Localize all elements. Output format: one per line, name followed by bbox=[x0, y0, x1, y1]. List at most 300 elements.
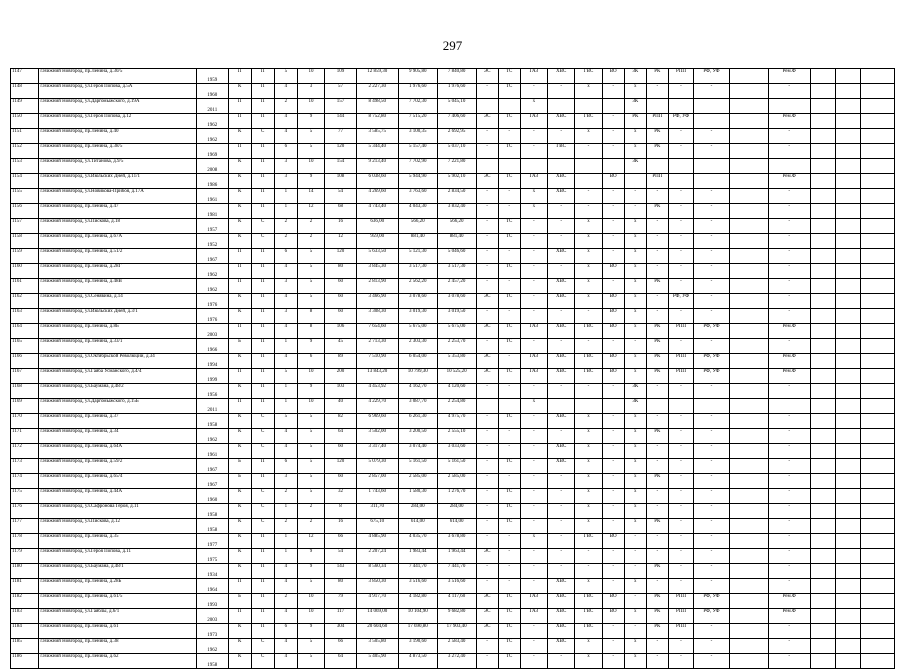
private-area-cell: 3 078,60 bbox=[437, 294, 476, 309]
electricity-cell: - bbox=[476, 189, 498, 204]
roof-repair-cell: РК bbox=[646, 474, 668, 489]
mark-zk-cell: РК bbox=[624, 114, 646, 129]
repair-fund-cell: Рем.Ф bbox=[768, 114, 810, 129]
cold-water-cell: - bbox=[548, 504, 575, 519]
extra-cell-1 bbox=[729, 249, 768, 264]
apartments-cell: 60 bbox=[325, 309, 357, 324]
floors-cell: 3 bbox=[274, 279, 297, 294]
extra-cell-3 bbox=[810, 549, 835, 564]
private-area-cell: 5 045,10 bbox=[437, 99, 476, 114]
roof-type-cell: П bbox=[251, 144, 274, 159]
floors-cell: 4 bbox=[274, 114, 297, 129]
hot-water-cell: ГВС bbox=[575, 534, 602, 549]
total-area-cell: 3 845,30 bbox=[356, 264, 398, 279]
facade-repair-cell: - bbox=[694, 204, 730, 219]
roof-type-cell: П bbox=[251, 384, 274, 399]
extra-cell-1 bbox=[729, 384, 768, 399]
year-built-cell: 1967 bbox=[197, 474, 229, 489]
floors-cell: 2 bbox=[274, 99, 297, 114]
extra-cell-3 bbox=[810, 519, 835, 534]
extra-cell-5 bbox=[861, 594, 895, 609]
sewage-cell: ВО bbox=[602, 264, 624, 279]
year-built-cell: 1976 bbox=[197, 294, 229, 309]
electricity-cell: ЭС bbox=[476, 609, 498, 624]
private-area-cell: 614,00 bbox=[437, 519, 476, 534]
floors-cell: 2 bbox=[274, 489, 297, 504]
basement-repair-cell: РПП bbox=[668, 609, 693, 624]
cold-water-cell: ХВС bbox=[548, 624, 575, 639]
heating-cell: ТС bbox=[498, 69, 520, 84]
electricity-cell: - bbox=[476, 144, 498, 159]
apartments-cell: 54 bbox=[325, 549, 357, 564]
cold-water-cell: ХВС bbox=[548, 174, 575, 189]
mark-zk-cell: х bbox=[624, 654, 646, 669]
repair-fund-cell: - bbox=[768, 474, 810, 489]
extra-cell-3 bbox=[810, 624, 835, 639]
sewage-cell bbox=[602, 399, 624, 414]
roof-repair-cell: РПП bbox=[646, 174, 668, 189]
gas-cell: ГАЗ bbox=[520, 114, 547, 129]
residential-area-cell: 2 585,00 bbox=[398, 474, 437, 489]
apartments-cell: 60 bbox=[325, 279, 357, 294]
extra-cell-3 bbox=[810, 429, 835, 444]
entrances-cell: 10 bbox=[297, 609, 324, 624]
heating-cell: - bbox=[498, 354, 520, 369]
facade-repair-cell: - bbox=[694, 519, 730, 534]
extra-cell-5 bbox=[861, 384, 895, 399]
table-row bbox=[11, 489, 895, 504]
repair-fund-cell: - bbox=[768, 384, 810, 399]
year-built-cell: 1975 bbox=[197, 549, 229, 564]
extra-cell-5 bbox=[861, 189, 895, 204]
apartments-cell: 143 bbox=[325, 564, 357, 579]
gas-cell: - bbox=[520, 129, 547, 144]
extra-cell-5 bbox=[861, 294, 895, 309]
extra-cell-1 bbox=[729, 474, 768, 489]
private-area-cell: 5 161,50 bbox=[437, 459, 476, 474]
entrances-cell: 5 bbox=[297, 414, 324, 429]
extra-cell-4 bbox=[835, 369, 860, 384]
gas-cell: х bbox=[520, 99, 547, 114]
electricity-cell: - bbox=[476, 309, 498, 324]
entrances-cell: 10 bbox=[297, 369, 324, 384]
apartments-cell: 12 bbox=[325, 234, 357, 249]
wall-material-cell: К bbox=[228, 84, 251, 99]
total-area-cell: 8 752,80 bbox=[356, 114, 398, 129]
basement-repair-cell: - bbox=[668, 519, 693, 534]
hot-water-cell bbox=[575, 99, 602, 114]
row-number-cell: 1169 bbox=[11, 399, 39, 414]
extra-cell-5 bbox=[861, 564, 895, 579]
roof-type-cell: П bbox=[251, 264, 274, 279]
sewage-cell: - bbox=[602, 219, 624, 234]
extra-cell-1 bbox=[729, 339, 768, 354]
floors-cell: 2 bbox=[274, 594, 297, 609]
hot-water-cell: - bbox=[575, 189, 602, 204]
heating-cell: ТС bbox=[498, 459, 520, 474]
repair-fund-cell: - bbox=[768, 504, 810, 519]
apartments-cell: 57 bbox=[325, 84, 357, 99]
mark-zk-cell: - bbox=[624, 624, 646, 639]
sewage-cell: - bbox=[602, 414, 624, 429]
private-area-cell: 3 517,30 bbox=[437, 264, 476, 279]
roof-type-cell: П bbox=[251, 474, 274, 489]
extra-cell-1 bbox=[729, 354, 768, 369]
apartments-cell: 154 bbox=[325, 159, 357, 174]
address-cell: г.Нижний Новгород, ул.Героя Попова, д.5А bbox=[39, 84, 197, 99]
year-built-cell: 1986 bbox=[197, 174, 229, 189]
residential-area-cell: 3 074,40 bbox=[398, 444, 437, 459]
wall-material-cell: К bbox=[228, 234, 251, 249]
roof-repair-cell bbox=[646, 399, 668, 414]
address-cell: г.Нижний Новгород, ул.Октябрьской Революции, д.34 bbox=[39, 354, 197, 369]
basement-repair-cell: РПП bbox=[668, 369, 693, 384]
address-cell: г.Нижний Новгород, ул.Даргомыжского, д.15Б bbox=[39, 399, 197, 414]
extra-cell-3 bbox=[810, 189, 835, 204]
gas-cell: - bbox=[520, 144, 547, 159]
entrances-cell: 5 bbox=[297, 444, 324, 459]
residential-area-cell: 5 944,90 bbox=[398, 174, 437, 189]
total-area-cell: 1 743,60 bbox=[356, 489, 398, 504]
apartments-cell: 120 bbox=[325, 144, 357, 159]
year-built-cell: 1994 bbox=[197, 354, 229, 369]
year-built-cell: 1967 bbox=[197, 459, 229, 474]
cold-water-cell: ХВС bbox=[548, 279, 575, 294]
row-number-cell: 1172 bbox=[11, 444, 39, 459]
facade-repair-cell bbox=[694, 99, 730, 114]
cold-water-cell: - bbox=[548, 384, 575, 399]
table-row bbox=[11, 609, 895, 624]
row-number-cell: 1164 bbox=[11, 324, 39, 339]
roof-repair-cell: РК bbox=[646, 339, 668, 354]
wall-material-cell: К bbox=[228, 204, 251, 219]
table-row bbox=[11, 84, 895, 99]
gas-cell: ГАЗ bbox=[520, 324, 547, 339]
electricity-cell: - bbox=[476, 654, 498, 669]
sewage-cell: - bbox=[602, 549, 624, 564]
sewage-cell: - bbox=[602, 474, 624, 489]
private-area-cell: 17 903,40 bbox=[437, 624, 476, 639]
entrances-cell: 5 bbox=[297, 579, 324, 594]
roof-type-cell: С bbox=[251, 414, 274, 429]
extra-cell-1 bbox=[729, 399, 768, 414]
repair-fund-cell: - bbox=[768, 84, 810, 99]
residential-area-cell: 3 517,30 bbox=[398, 264, 437, 279]
heating-cell: ТС bbox=[498, 594, 520, 609]
basement-repair-cell: РПП bbox=[668, 624, 693, 639]
extra-cell-3 bbox=[810, 129, 835, 144]
table-row bbox=[11, 579, 895, 594]
facade-repair-cell: - bbox=[694, 219, 730, 234]
basement-repair-cell: - bbox=[668, 129, 693, 144]
apartments-cell: 120 bbox=[325, 249, 357, 264]
entrances-cell: 2 bbox=[297, 219, 324, 234]
electricity-cell: - bbox=[476, 129, 498, 144]
table-row bbox=[11, 429, 895, 444]
address-cell: г.Нижний Новгород, ул.Гаяба Усманского, д.4/4 bbox=[39, 369, 197, 384]
roof-type-cell: П bbox=[251, 69, 274, 84]
roof-type-cell: П bbox=[251, 399, 274, 414]
residential-area-cell: 3 763,60 bbox=[398, 189, 437, 204]
roof-repair-cell: - bbox=[646, 264, 668, 279]
roof-repair-cell: - bbox=[646, 504, 668, 519]
hot-water-cell: ГВС bbox=[575, 324, 602, 339]
roof-type-cell: С bbox=[251, 654, 274, 669]
entrances-cell: 3 bbox=[297, 84, 324, 99]
residential-area-cell: 3 190,60 bbox=[398, 639, 437, 654]
entrances-cell: 9 bbox=[297, 624, 324, 639]
residential-area-cell: 881,40 bbox=[398, 234, 437, 249]
gas-cell: ГАЗ bbox=[520, 354, 547, 369]
electricity-cell: - bbox=[476, 444, 498, 459]
row-number-cell: 1183 bbox=[11, 609, 39, 624]
private-area-cell: 284,00 bbox=[437, 504, 476, 519]
extra-cell-4 bbox=[835, 174, 860, 189]
private-area-cell: 1 963,44 bbox=[437, 549, 476, 564]
hot-water-cell: х bbox=[575, 459, 602, 474]
mark-zk-cell: - bbox=[624, 564, 646, 579]
roof-type-cell: С bbox=[251, 504, 274, 519]
residential-area-cell: 7 441,70 bbox=[398, 564, 437, 579]
address-cell: г.Нижний Новгород, ул.Новикова-Прибоя, д.17А bbox=[39, 189, 197, 204]
apartments-cell: 157 bbox=[325, 99, 357, 114]
wall-material-cell: П bbox=[228, 264, 251, 279]
extra-cell-5 bbox=[861, 174, 895, 189]
total-area-cell: 675,10 bbox=[356, 519, 398, 534]
total-area-cell: 636,00 bbox=[356, 219, 398, 234]
repair-fund-cell: Рем.Ф bbox=[768, 354, 810, 369]
basement-repair-cell: - bbox=[668, 459, 693, 474]
gas-cell: - bbox=[520, 414, 547, 429]
private-area-cell: 2 692,95 bbox=[437, 129, 476, 144]
basement-repair-cell: - bbox=[668, 234, 693, 249]
basement-repair-cell bbox=[668, 99, 693, 114]
extra-cell-5 bbox=[861, 219, 895, 234]
roof-repair-cell: - bbox=[646, 534, 668, 549]
roof-type-cell: П bbox=[251, 564, 274, 579]
extra-cell-5 bbox=[861, 309, 895, 324]
address-cell: г.Нижний Новгород, пр.Ленина, д.59/2 bbox=[39, 459, 197, 474]
electricity-cell: - bbox=[476, 474, 498, 489]
electricity-cell: ЭС bbox=[476, 549, 498, 564]
wall-material-cell: К bbox=[228, 309, 251, 324]
entrances-cell: 5 bbox=[297, 459, 324, 474]
heating-cell: - bbox=[498, 429, 520, 444]
electricity-cell: ЭС bbox=[476, 594, 498, 609]
roof-type-cell: П bbox=[251, 249, 274, 264]
gas-cell: х bbox=[520, 399, 547, 414]
table-row bbox=[11, 564, 895, 579]
facade-repair-cell: - bbox=[694, 474, 730, 489]
row-number-cell: 1147 bbox=[11, 69, 39, 84]
row-number-cell: 1166 bbox=[11, 354, 39, 369]
roof-type-cell: С bbox=[251, 429, 274, 444]
electricity-cell: - bbox=[476, 339, 498, 354]
electricity-cell: ЭС bbox=[476, 69, 498, 84]
facade-repair-cell: - bbox=[694, 459, 730, 474]
floors-cell: 1 bbox=[274, 189, 297, 204]
heating-cell: ТС bbox=[498, 114, 520, 129]
extra-cell-1 bbox=[729, 294, 768, 309]
repair-fund-cell: Рем.Ф bbox=[768, 324, 810, 339]
address-cell: г.Нижний Новгород, ул.Героя Попова, д.12 bbox=[39, 114, 197, 129]
extra-cell-1 bbox=[729, 414, 768, 429]
sewage-cell: ВО bbox=[602, 69, 624, 84]
year-built-cell: 1981 bbox=[197, 204, 229, 219]
basement-repair-cell: - bbox=[668, 444, 693, 459]
mark-zk-cell: х bbox=[624, 504, 646, 519]
residential-area-cell: 3 516,60 bbox=[398, 579, 437, 594]
entrances-cell: 9 bbox=[297, 549, 324, 564]
hot-water-cell: - bbox=[575, 564, 602, 579]
hot-water-cell: ГВС bbox=[575, 624, 602, 639]
residential-area-cell: 6 054,00 bbox=[398, 354, 437, 369]
gas-cell: х bbox=[520, 189, 547, 204]
total-area-cell: 2 857,00 bbox=[356, 474, 398, 489]
total-area-cell: 9 213,40 bbox=[356, 159, 398, 174]
extra-cell-5 bbox=[861, 549, 895, 564]
extra-cell-5 bbox=[861, 354, 895, 369]
residential-area-cell: 9 905,80 bbox=[398, 69, 437, 84]
entrances-cell: 2 bbox=[297, 504, 324, 519]
basement-repair-cell: - bbox=[668, 534, 693, 549]
extra-cell-4 bbox=[835, 384, 860, 399]
entrances-cell: 9 bbox=[297, 564, 324, 579]
heating-cell: ТС bbox=[498, 414, 520, 429]
floors-cell: 3 bbox=[274, 309, 297, 324]
extra-cell-1 bbox=[729, 579, 768, 594]
extra-cell-3 bbox=[810, 69, 835, 84]
residential-area-cell: 3 100,35 bbox=[398, 129, 437, 144]
mark-zk-cell: х bbox=[624, 264, 646, 279]
apartments-cell: 144 bbox=[325, 114, 357, 129]
facade-repair-cell: РФ, УФ bbox=[694, 369, 730, 384]
entrances-cell: 2 bbox=[297, 234, 324, 249]
table-row bbox=[11, 189, 895, 204]
sewage-cell: - bbox=[602, 654, 624, 669]
repair-fund-cell: - bbox=[768, 534, 810, 549]
extra-cell-1 bbox=[729, 624, 768, 639]
total-area-cell: 3 466,90 bbox=[356, 294, 398, 309]
apartments-cell: 109 bbox=[325, 69, 357, 84]
mark-zk-cell: х bbox=[624, 324, 646, 339]
row-number-cell: 1177 bbox=[11, 519, 39, 534]
wall-material-cell: К bbox=[228, 384, 251, 399]
roof-repair-cell: РК bbox=[646, 144, 668, 159]
extra-cell-5 bbox=[861, 489, 895, 504]
wall-material-cell: К bbox=[228, 654, 251, 669]
residential-area-cell: 3 019,30 bbox=[398, 309, 437, 324]
apartments-cell: 79 bbox=[325, 594, 357, 609]
hot-water-cell: х bbox=[575, 279, 602, 294]
basement-repair-cell: - bbox=[668, 144, 693, 159]
total-area-cell: 2 227,30 bbox=[356, 84, 398, 99]
heating-cell: - bbox=[498, 249, 520, 264]
electricity-cell: ЭС bbox=[476, 324, 498, 339]
entrances-cell: 10 bbox=[297, 594, 324, 609]
apartments-cell: 32 bbox=[325, 489, 357, 504]
mark-zk-cell: х bbox=[624, 474, 646, 489]
row-number-cell: 1165 bbox=[11, 339, 39, 354]
electricity-cell: - bbox=[476, 384, 498, 399]
facade-repair-cell: - bbox=[694, 579, 730, 594]
cold-water-cell: ХВС bbox=[548, 444, 575, 459]
extra-cell-1 bbox=[729, 369, 768, 384]
facade-repair-cell bbox=[694, 159, 730, 174]
extra-cell-3 bbox=[810, 489, 835, 504]
sewage-cell: - bbox=[602, 624, 624, 639]
total-area-cell: 6 038,60 bbox=[356, 174, 398, 189]
year-built-cell: 1967 bbox=[197, 249, 229, 264]
extra-cell-3 bbox=[810, 279, 835, 294]
extra-cell-1 bbox=[729, 129, 768, 144]
private-area-cell: 2 555,10 bbox=[437, 429, 476, 444]
extra-cell-4 bbox=[835, 474, 860, 489]
cold-water-cell: ХВС bbox=[548, 639, 575, 654]
extra-cell-1 bbox=[729, 594, 768, 609]
extra-cell-4 bbox=[835, 219, 860, 234]
wall-material-cell: П bbox=[228, 579, 251, 594]
row-number-cell: 1160 bbox=[11, 264, 39, 279]
gas-cell: - bbox=[520, 279, 547, 294]
apartments-cell: 103 bbox=[325, 384, 357, 399]
address-cell: г.Нижний Новгород, пр.Ленина, д.64А bbox=[39, 444, 197, 459]
extra-cell-3 bbox=[810, 204, 835, 219]
year-built-cell: 1960 bbox=[197, 489, 229, 504]
private-area-cell: 2 583,40 bbox=[437, 639, 476, 654]
private-area-cell: 3 832,40 bbox=[437, 204, 476, 219]
wall-material-cell: К bbox=[228, 159, 251, 174]
cold-water-cell: ХВС bbox=[548, 114, 575, 129]
row-number-cell: 1163 bbox=[11, 309, 39, 324]
cold-water-cell: - bbox=[548, 519, 575, 534]
row-number-cell: 1158 bbox=[11, 234, 39, 249]
cold-water-cell: ХВС bbox=[548, 354, 575, 369]
private-area-cell: 9 682,80 bbox=[437, 609, 476, 624]
roof-repair-cell: РК bbox=[646, 429, 668, 444]
roof-type-cell: П bbox=[251, 594, 274, 609]
extra-cell-3 bbox=[810, 564, 835, 579]
entrances-cell: 5 bbox=[297, 489, 324, 504]
electricity-cell: - bbox=[476, 429, 498, 444]
roof-repair-cell: - bbox=[646, 294, 668, 309]
basement-repair-cell: - bbox=[668, 639, 693, 654]
facade-repair-cell: РФ, УФ bbox=[694, 324, 730, 339]
entrances-cell: 9 bbox=[297, 114, 324, 129]
extra-cell-3 bbox=[810, 114, 835, 129]
facade-repair-cell: РФ, УФ bbox=[694, 354, 730, 369]
repair-fund-cell: - bbox=[768, 564, 810, 579]
electricity-cell: - bbox=[476, 234, 498, 249]
roof-type-cell: С bbox=[251, 519, 274, 534]
residential-area-cell: 7 702,90 bbox=[398, 159, 437, 174]
electricity-cell: ЭС bbox=[476, 174, 498, 189]
mark-zk-cell: х bbox=[624, 459, 646, 474]
entrances-cell: 12 bbox=[297, 534, 324, 549]
apartments-cell: 60 bbox=[325, 444, 357, 459]
basement-repair-cell: - bbox=[668, 84, 693, 99]
table-row bbox=[11, 99, 895, 114]
extra-cell-4 bbox=[835, 309, 860, 324]
address-cell: г.Нижний Новгород, пр.Ленина, д.30/5 bbox=[39, 69, 197, 84]
electricity-cell: - bbox=[476, 279, 498, 294]
electricity-cell bbox=[476, 399, 498, 414]
roof-type-cell: П bbox=[251, 459, 274, 474]
apartments-cell: 16 bbox=[325, 519, 357, 534]
private-area-cell: 3 678,80 bbox=[437, 534, 476, 549]
extra-cell-3 bbox=[810, 264, 835, 279]
residential-area-cell: 3 200,50 bbox=[398, 429, 437, 444]
